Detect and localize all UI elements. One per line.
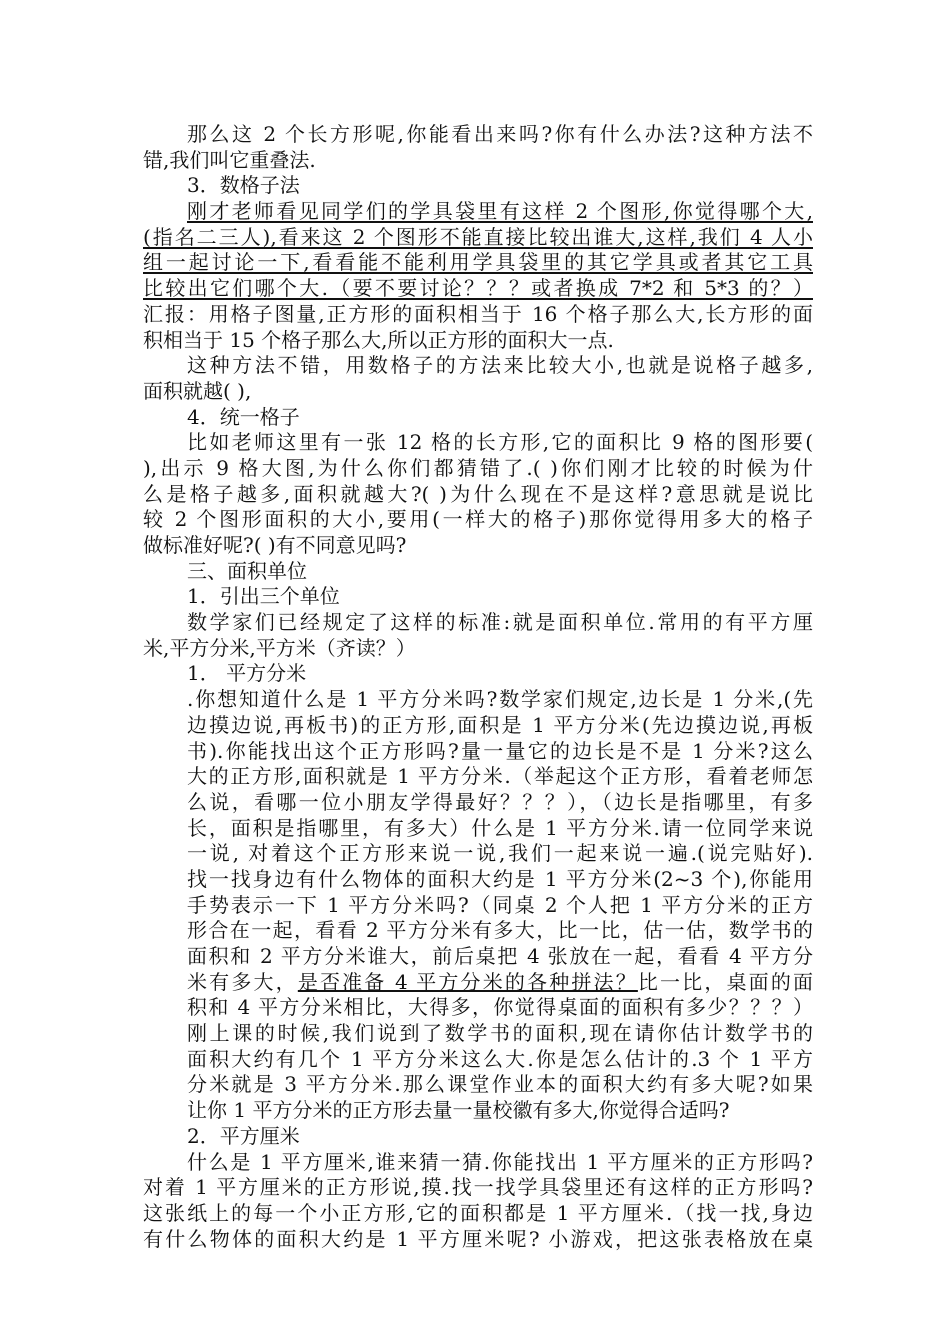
text-segment: 数学家们已经规定了这样的标准:就是面积单位.常用的有平方厘 — [187, 610, 813, 635]
text-line — [143, 302, 813, 328]
text-segment: 手势表示一下 1 平方分米吗?（同桌 2 个人把 1 平方分米的正方 — [187, 892, 813, 917]
text-line — [143, 584, 813, 610]
text-segment: 米有多大， — [187, 969, 298, 994]
text-segment: 么说，看哪一位小朋友学得最好？？？），（边长是指哪里，有多 — [187, 789, 813, 814]
text-line — [143, 687, 813, 713]
text-line — [143, 790, 813, 816]
text-segment: 比一比，桌面的面 — [637, 969, 813, 994]
text-segment: 找一找身边有什么物体的面积大约是 1 平方分米(2~3 个),你能用 — [187, 866, 813, 891]
text-line — [143, 636, 813, 662]
text-segment: 1． 平方分米 — [187, 661, 307, 686]
text-line — [143, 995, 813, 1021]
text-line — [143, 1021, 813, 1047]
text-segment: 三、面积单位 — [187, 558, 307, 583]
text-segment: 比如老师这里有一张 12 格的长方形,它的面积比 9 格的图形要( — [187, 430, 813, 455]
text-segment: 积和 4 平方分米相比，大得多，你觉得桌面的面积有多少？？？） — [187, 995, 813, 1020]
underlined-segment: 刚才老师看见同学们的学具袋里有这样 2 个图形,你觉得哪个大, — [187, 199, 813, 224]
underlined-segment: 组一起讨论一下,看看能不能利用学具袋里的其它学具或者其它工具 — [143, 250, 813, 275]
text-line — [143, 559, 813, 585]
text-line — [143, 148, 813, 174]
text-line — [143, 841, 813, 867]
text-segment: 那么这 2 个长方形呢,你能看出来吗?你有什么办法?这种方法不 — [187, 122, 813, 146]
text-segment: 汇报：用格子图量,正方形的面积相当于 16 个格子那么大,长方形的面 — [143, 301, 813, 326]
text-segment: 2．平方厘米 — [187, 1123, 300, 1148]
text-line — [143, 199, 813, 225]
text-segment: ),出示 9 格大图,为什么你们都猜错了.( )你们刚才比较的时候为什 — [143, 455, 813, 480]
text-line — [143, 1098, 813, 1124]
text-line — [143, 430, 813, 456]
text-segment: 面积大约有几个 1 平方分米这么大.你是怎么估计的.3 个 1 平方 — [187, 1046, 813, 1071]
text-line — [143, 482, 813, 508]
text-segment: 大的正方形,面积就是 1 平方分米.（举起这个正方形，看着老师怎 — [187, 764, 813, 789]
text-line — [143, 379, 813, 405]
text-line — [143, 816, 813, 842]
text-segment: 对着 1 平方厘米的正方形说,摸.找一找学具袋里还有这样的正方形吗? — [143, 1175, 813, 1200]
text-line — [143, 918, 813, 944]
text-line — [143, 173, 813, 199]
text-line — [143, 739, 813, 765]
text-segment: 让你 1 平方分米的正方形去量一量校徽有多大,你觉得合适吗? — [187, 1098, 730, 1123]
document-body — [143, 122, 813, 1252]
text-line — [143, 276, 813, 302]
text-line — [143, 893, 813, 919]
text-segment: 4．统一格子 — [187, 404, 300, 429]
text-segment: 一说, 对着这个正方形来说一说,我们一起来说一遍.(说完贴好). — [187, 841, 813, 866]
text-segment: 米,平方分米,平方米（齐读？） — [143, 635, 416, 660]
underlined-segment: (指名二三人),看来这 2 个图形不能直接比较出谁大,这样,我们 4 人小 — [143, 224, 813, 249]
text-line — [143, 122, 813, 148]
text-segment: .你想知道什么是 1 平方分米吗?数学家们规定,边长是 1 分米,(先 — [187, 687, 813, 712]
text-segment: 1．引出三个单位 — [187, 584, 340, 609]
text-segment: 刚上课的时候,我们说到了数学书的面积,现在请你估计数学书的 — [187, 1021, 813, 1046]
text-segment: 分米就是 3 平方分米.那么课堂作业本的面积大约有多大呢?如果 — [187, 1072, 813, 1097]
text-line — [143, 225, 813, 251]
underlined-segment: 是否准备 4 平方分米的各种拼法？ — [297, 969, 638, 994]
text-segment: 形合在一起，看看 2 平方分米有多大，比一比，估一估，数学书的 — [187, 918, 813, 943]
text-line — [143, 507, 813, 533]
text-line — [143, 610, 813, 636]
text-segment: 边摸边说,再板书)的正方形,面积是 1 平方分米(先边摸边说,再板 — [187, 712, 813, 737]
text-segment: 这张纸上的每一个小正方形,它的面积都是 1 平方厘米.（找一找,身边 — [143, 1200, 813, 1225]
text-line — [143, 867, 813, 893]
underlined-segment: 比较出它们哪个大.（要不要讨论？？？或者换成 7*2 和 5*3 的？） — [143, 276, 813, 301]
text-line — [143, 250, 813, 276]
text-line — [143, 353, 813, 379]
text-line — [143, 405, 813, 431]
text-segment: 长，面积是指哪里，有多大）什么是 1 平方分米.请一位同学来说 — [187, 815, 813, 840]
text-segment: 积相当于 15 个格子那么大,所以正方形的面积大一点. — [143, 327, 614, 352]
text-segment: 什么是 1 平方厘米,谁来猜一猜.你能找出 1 平方厘米的正方形吗? — [187, 1149, 813, 1174]
text-line — [143, 1124, 813, 1150]
text-segment: 书).你能找出这个正方形吗?量一量它的边长是不是 1 分米?这么 — [187, 738, 813, 763]
text-segment: 3．数格子法 — [187, 173, 300, 198]
text-segment: 错,我们叫它重叠法. — [143, 147, 316, 172]
text-segment: 么是格子越多,面积就越大?( )为什么现在不是这样?意思就是说比 — [143, 481, 813, 506]
text-line — [143, 764, 813, 790]
text-line — [143, 328, 813, 354]
text-line — [143, 456, 813, 482]
text-segment: 面积就越( ), — [143, 378, 252, 403]
text-line — [143, 1175, 813, 1201]
text-segment: 做标准好呢?( )有不同意见吗? — [143, 533, 407, 557]
text-segment: 面积和 2 平方分米谁大，前后桌把 4 张放在一起，看看 4 平方分 — [187, 944, 813, 968]
text-line — [143, 533, 813, 559]
text-line — [143, 1201, 813, 1227]
text-line — [143, 1072, 813, 1098]
text-line — [143, 713, 813, 739]
text-line — [143, 1150, 813, 1176]
text-segment: 这种方法不错，用数格子的方法来比较大小,也就是说格子越多, — [187, 353, 813, 378]
text-line — [143, 661, 813, 687]
text-line — [143, 970, 813, 996]
text-segment: 较 2 个图形面积的大小,要用(一样大的格子)那你觉得用多大的格子 — [143, 507, 813, 532]
text-line — [143, 1047, 813, 1073]
text-line — [143, 944, 813, 970]
text-line — [143, 1227, 813, 1253]
text-segment: 有什么物体的面积大约是 1 平方厘米呢? 小游戏，把这张表格放在桌 — [143, 1226, 813, 1251]
